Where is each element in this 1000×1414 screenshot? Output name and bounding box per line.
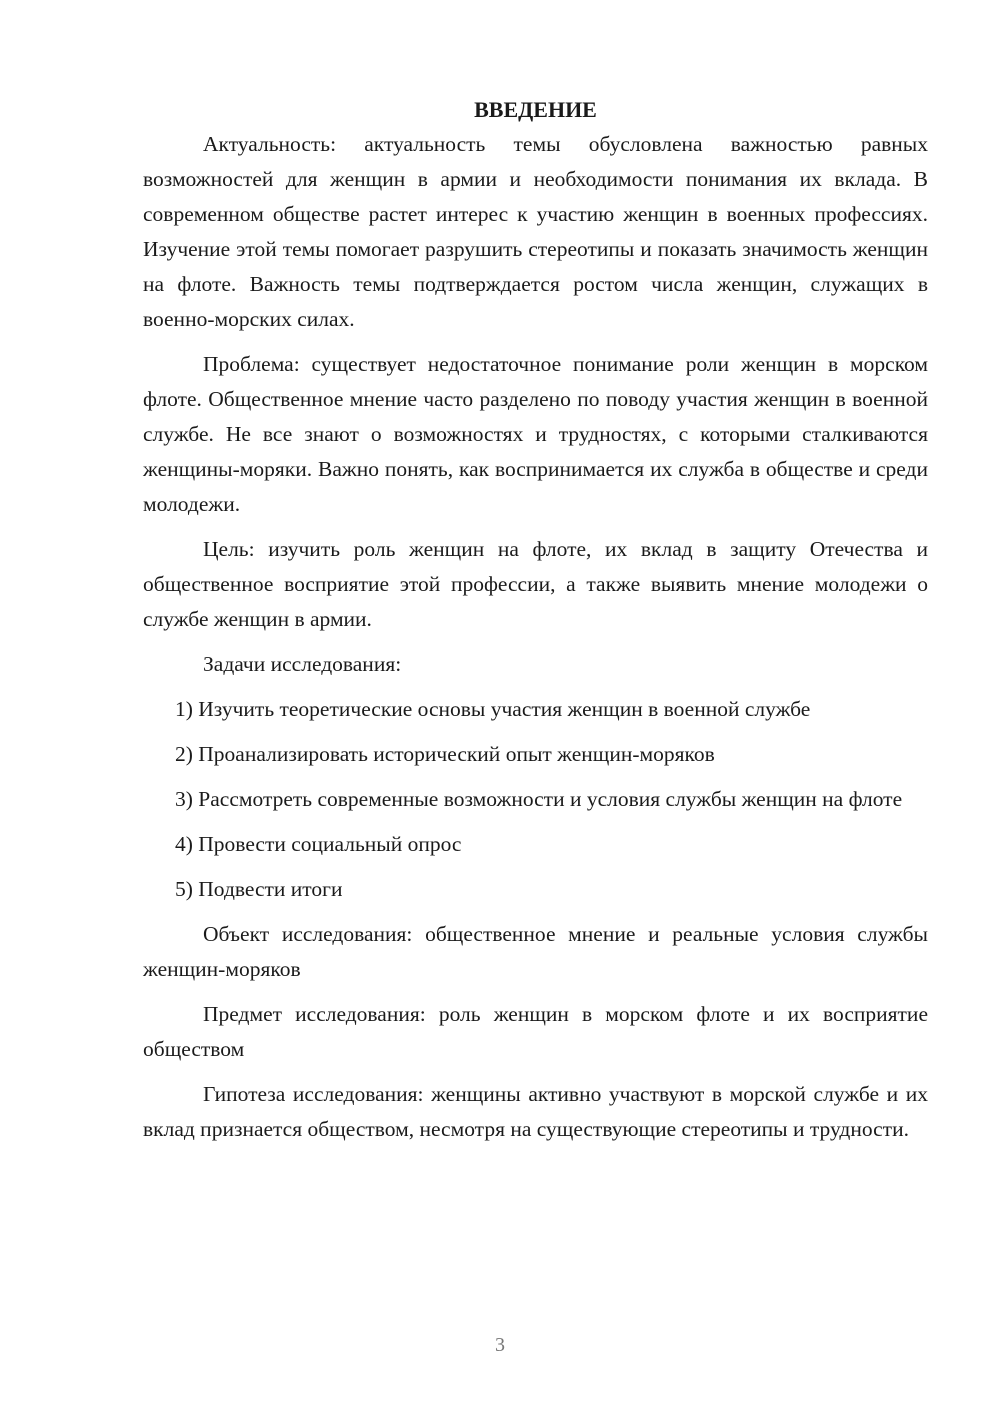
page-number: 3 [495,1334,505,1356]
task-item-3: 3) Рассмотреть современные возможности и условия службы женщин на флоте [175,787,903,811]
task-item-2: 2) Проанализировать исторический опыт женщин-моряков [175,742,715,766]
page-title: ВВЕДЕНИЕ [474,97,597,122]
paragraph-object: Объект исследования: общественное мнение и реальные условия службы женщин-моряков [143,922,928,981]
document-page [143,95,928,1157]
tasks-heading: Задачи исследования: [203,652,402,676]
task-item-4: 4) Провести социальный опрос [175,832,462,856]
paragraph-hypothesis: Гипотеза исследования: женщины активно участвуют в морской службе и их вклад признается обществом, несмотря на существующие стереотипы и трудности. [143,1082,928,1141]
paragraph-subject: Предмет исследования: роль женщин в морском флоте и их восприятие обществом [143,1002,928,1061]
task-item-5: 5) Подвести итоги [175,877,343,901]
paragraph-relevance: Актуальность: актуальность темы обусловлена важностью равных возможностей для женщин в армии и необходимости понимания их вклада. В современном обществе растет интерес к участию женщин в военных профессиях. Изучение этой темы помогает разрушить стереотипы и показать значимость женщин на флоте. Важность темы подтверждается ростом числа женщин, служащих в военно-морских силах. [143,132,928,331]
task-item-1: 1) Изучить теоретические основы участия женщин в военной службе [175,697,811,721]
paragraph-problem: Проблема: существует недостаточное понимание роли женщин в морском флоте. Общественное мнение часто разделено по поводу участия женщин в военной службе. Не все знают о возможностях и трудностях, с которыми сталкиваются женщины-моряки. Важно понять, как воспринимается их служба в обществе и среди молодежи. [143,352,928,516]
paragraph-goal: Цель: изучить роль женщин на флоте, их вклад в защиту Отечества и общественное восприятие этой профессии, а также выявить мнение молодежи о службе женщин в армии. [143,537,928,631]
